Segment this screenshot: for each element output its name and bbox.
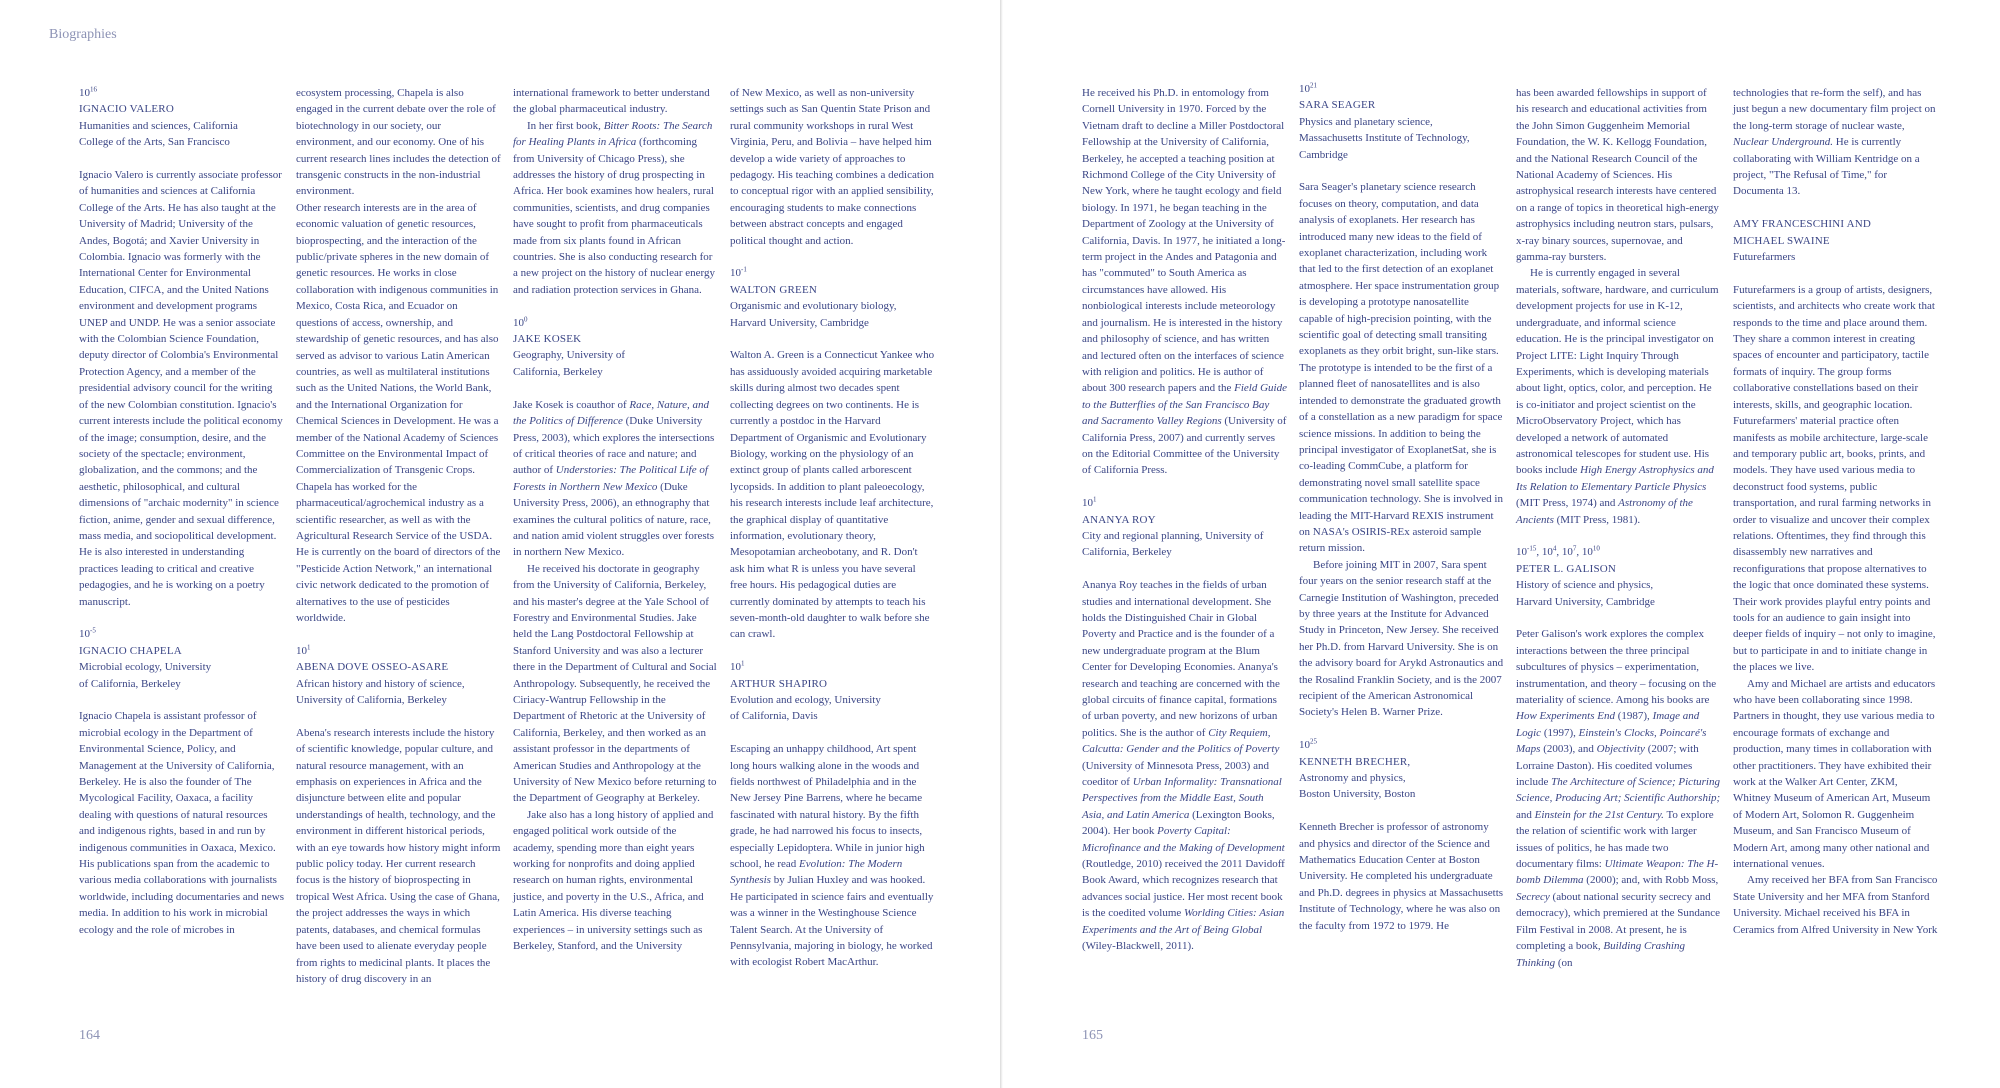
- bio-affiliation: Organismic and evolutionary biology,: [730, 300, 897, 313]
- bio-affiliation: History of science and physics,: [1516, 579, 1654, 592]
- bio-affiliation: Geography, University of: [513, 349, 626, 362]
- book-title: Bitter Roots: The Search for Healing Plants in Africa: [513, 119, 713, 149]
- bio-location: of California, Davis: [730, 710, 818, 723]
- bio-text: Amy and Michael are artists and educators who have been collaborating since 1998. Partners in thought, they use various media to encourage formats of exchange and production, many times in collaboration with other practitioners. They have exhibited their work at the Walker Art Center, ZKM, Whitney Museum of American Art, Museum of Modern Art, Solomon R. Guggenheim Museum, and San Francisco Museum of Modern Art, among many other national and international venues.: [1733, 677, 1936, 871]
- bio-text: Sara Seager's planetary science research focuses on theory, computation, and data analysis of exoplanets. Her research has introduced many new ideas to the field of exoplanet characterization, including work that led to the first detection of an exoplanet atmosphere. Her space instrumentation group is developing a prototype nanosatellite capable of high-precision pointing, with the scientific goal of detecting small transiting exoplanets as they orbit bright, sun-like stars. The prototype is intended to be the first of a planned fleet of nanosatellites and is also intended to demonstrate the graduated growth of a constellation as a new paradigm for space science missions. In addition to being the principal investigator of ExoplanetSat, she is co-leading CommCube, a platform for demonstrating novel small satellite space communication technology. She is involved in leading the MIT-Harvard REXIS instrument on NASA's OSIRIS-REx asteroid sample return mission.: [1299, 181, 1503, 555]
- bio-name: IGNACIO VALERO: [79, 103, 174, 116]
- bio-text: Jake also has a long history of applied and engaged political work outside of the academy, spending more than eight years working for nonprofits and doing applied research on human rights, environmental justice, and poverty in the U.S., Africa, and Latin America. His diverse teaching experiences – in university settings such as Berkeley, Stanford, and the University: [513, 808, 714, 953]
- bio-text: He received his Ph.D. in entomology from Cornell University in 1970. Forced by the Vietnam draft to decline a Miller Postdoctoral Fellowship at the University of California, Berkeley, he accepted a teaching position at Richmond College of the City University of New York, where he taught ecology and field biology. In 1971, he began teaching in the Department of Zoology at the University of California, Davis. In 1977, he initiated a long-term project in the Andes and Patagonia and has "commuted" to South America as circumstances have allowed. His nonbiological interests include meteorology and journalism. He is interested in the history and philosophy of science, and has written and lectured often on the interfaces of science with religion and politics. He is author of about 300 research papers and the Field Guide to the Butterflies of the San Francisco Bay and Sacramento Valley Regions (University of California Press, 2007) and currently serves on the Editorial Committee of the University of California Press.: [1082, 87, 1287, 477]
- bio-affiliation: Microbial ecology, University: [79, 661, 212, 674]
- bio-text: Escaping an unhappy childhood, Art spent long hours walking alone in the woods and fields northwest of Philadelphia and in the New Jersey Pine Barrens, where he became fascinated with natural history. By the fifth grade, he had narrowed his focus to insects, especially Lepidoptera. While in junior high school, he read Evolution: The Modern Synthesis by Julian Huxley and was hooked. He participated in science fairs and eventually was a winner in the Westinghouse Science Talent Search. At the University of Pennsylvania, majoring in biology, he worked with ecologist Robert MacArthur.: [730, 743, 934, 969]
- bio-affiliation: African history and history of science,: [296, 677, 465, 690]
- page-number-left: 164: [79, 1028, 100, 1043]
- scale-number: $10^{-15}$, $10^4$, $10^7$, $10^{10}$: [1516, 544, 1600, 559]
- bio-text: Other research interests are in the area of economic valuation of genetic resources, bioprospecting, and the interaction of the public/private spheres in the new domain of genetic resources. He works in close collaboration with indigenous communities in Mexico, Costa Rica, and Ecuador on questions of access, ownership, and stewardship of genetic resources, and has also served as advisor to various Latin American countries, as well as multilateral institutions such as the United Nations, the World Bank, and the International Organization for Chemical Sciences in Development. He was a member of the National Academy of Sciences Committee on the Environmental Impact of Commercialization of Transgenic Crops. Chapela has worked for the pharmaceutical/agrochemical industry as a scientific researcher, as well as with the Agricultural Research Service of the USDA. He is currently on the board of directors of the "Pesticide Action Network," an international civic network dedicated to the promotion of alternatives to the use of pesticides worldwide.: [296, 201, 501, 624]
- bio-entry-ananya-roy: [1082, 495, 1287, 954]
- bio-entry-kenneth-brecher: [1299, 737, 1504, 934]
- bio-text: Before joining MIT in 2007, Sara spent four years on the senior research staff at the Carnegie Institution of Washington, preceded by three years at the Institute for Advanced Study in Princeton, New Jersey. She received her Ph.D. from Harvard University. She is on the advisory board for Arykd Astronautics and the Rosalind Franklin Society, and is the 2007 recipient of the American Astronomical Society's Helen B. Warner Prize.: [1299, 558, 1504, 719]
- bio-name: ARTHUR SHAPIRO: [730, 677, 828, 690]
- bio-text: has been awarded fellowships in support of his research and educational activities from the John Simon Guggenheim Memorial Foundation, the W. K. Kellogg Foundation, and the National Research Council of the National Academy of Sciences. His astrophysical research interests have centered on a range of topics in theoretical high-energy astrophysics including neutron stars, pulsars, x-ray binary sources, supernovae, and gamma-ray bursters.: [1516, 87, 1719, 264]
- bio-name: ANANYA ROY: [1082, 513, 1156, 526]
- left-column-3: [513, 85, 718, 955]
- bio-name: ABENA DOVE OSSEO-ASARE: [296, 661, 449, 674]
- bio-affiliation: Physics and planetary science,: [1299, 115, 1433, 128]
- scale-number: $10^{25}$: [1299, 737, 1317, 752]
- bio-location: University of California, Berkeley: [296, 694, 447, 707]
- bio-affiliation: Futurefarmers: [1733, 251, 1796, 264]
- bio-name: SARA SEAGER: [1299, 99, 1376, 112]
- bio-entry-sara-seager: [1299, 81, 1504, 721]
- bio-name: JAKE KOSEK: [513, 333, 582, 346]
- bio-text: In her first book, Bitter Roots: The Search for Healing Plants in Africa (forthcoming from University of Chicago Press), she addresses the history of drug prospecting in Africa. Her book examines how healers, rural communities, scientists, and drug companies have sought to profit from pharmaceuticals made from six plants found in African countries. She is also conducting research for a new project on the history of nuclear energy and radiation protection services in Ghana.: [513, 119, 716, 296]
- left-column-2: [296, 85, 501, 987]
- scale-number: $10^1$: [1082, 495, 1097, 510]
- bio-location: Harvard University, Cambridge: [1516, 595, 1655, 608]
- scale-number: $10^0$: [513, 315, 528, 329]
- running-head: Biographies: [49, 27, 117, 42]
- right-column-4: [1733, 85, 1938, 938]
- scale-number: $10^{21}$: [1299, 81, 1317, 95]
- scale-number: $10^{16}$: [79, 85, 97, 99]
- bio-name: WALTON GREEN: [730, 283, 818, 296]
- bio-location: College of the Arts, San Francisco: [79, 136, 230, 149]
- bio-affiliation: Humanities and sciences, California: [79, 119, 238, 132]
- scale-number: $10^{-5}$: [79, 626, 96, 641]
- bio-affiliation: Evolution and ecology, University: [730, 693, 881, 706]
- bio-text: He received his doctorate in geography from the University of California, Berkeley, and his master's degree at the Yale School of Forestry and Environmental Studies. Jake held the Lang Postdoctoral Fellowship at Stanford University and was also a lecturer there in the Department of Cultural and Social Anthropology. Subsequently, he received the Ciriacy-Wantrup Fellowship in the Department of Rhetoric at the University of California, Berkeley, and then worked as an assistant professor in the departments of American Studies and Anthropology at the University of New Mexico before returning to the Department of Geography at Berkeley.: [513, 562, 717, 805]
- bio-text: Peter Galison's work explores the complex interactions between the three principal subcultures of physics – experimentation, instrumentation, and theory – focusing on the materiality of science. Among his books are How Experiments End (1987), Image and Logic (1997), Einstein's Clocks, Poincaré's Maps (2003), and Objectivity (2007; with Lorraine Daston). His coedited volumes include The Architecture of Science; Picturing Science, Producing Art; Scientific Authorship; and Einstein for the 21st Century. To explore the relation of scientific work with larger issues of politics, he has made two documentary films: Ultimate Weapon: The H-bomb Dilemma (2000); and, with Robb Moss, Secrecy (about national security secrecy and democracy), which premiered at the Sundance Film Festival in 2008. At present, he is completing a book, Building Crashing Thinking (on: [1516, 628, 1721, 969]
- bio-text: ecosystem processing, Chapela is also engaged in the current debate over the role of biotechnology in our society, our environment, and our economy. One of his current research lines includes the detection of transgenic constructs in the non-industrial environment.: [296, 87, 501, 198]
- bio-text: Abena's research interests include the history of scientific knowledge, popular culture, and natural resource management, with an emphasis on experiences in Africa and the disjuncture between elite and popular understandings of health, technology, and the environment in different historical periods, with an eye towards how history might inform public policy today. Her current research focus is the history of bioprospecting in tropical West Africa. Using the case of Ghana, the project addresses the ways in which patents, databases, and chemical formulas have been used to alienate everyday people from rights to medicinal plants. It places the history of drug discovery in an: [296, 726, 501, 985]
- bio-affiliation: City and regional planning, University of: [1082, 529, 1264, 542]
- bio-affiliation: Astronomy and physics,: [1299, 772, 1406, 785]
- bio-text: Ananya Roy teaches in the fields of urban studies and international development. She holds the Distinguished Chair in Global Poverty and Practice and is the founder of a new undergraduate program at the Blum Center for Developing Economies. Ananya's research and teaching are concerned with the global circuits of finance capital, formations of urban poverty, and new horizons of urban politics. She is the author of City Requiem, Calcutta: Gender and the Politics of Poverty (University of Minnesota Press, 2003) and coeditor of Urban Informality: Transnational Perspectives from the Middle East, South Asia, and Latin America (Lexington Books, 2004). Her book Poverty Capital: Microfinance and the Making of Development (Routledge, 2010) received the 2011 Davidoff Book Award, which recognizes research that advances social justice. Her most recent book is the coedited volume Worlding Cities: Asian Experiments and the Art of Being Global (Wiley-Blackwell, 2011).: [1082, 579, 1285, 953]
- bio-text: international framework to better understand the global pharmaceutical industry.: [513, 87, 710, 116]
- scale-number: $10^{-1}$: [730, 265, 747, 280]
- right-column-2: [1299, 81, 1504, 934]
- bio-entry-jake-kosek: [513, 315, 718, 955]
- bio-name: MICHAEL SWAINE: [1733, 234, 1830, 247]
- scale-number: $10^1$: [730, 659, 745, 674]
- bio-entry-walton-green: [730, 265, 935, 642]
- right-column-3: [1516, 85, 1721, 971]
- bio-name: IGNACIO CHAPELA: [79, 644, 182, 657]
- bio-text: technologies that re-form the self), and has just begun a new documentary film project on the long-term storage of nuclear waste, Nuclear Underground. He is currently collaborating with William Kentridge on a project, "The Refusal of Time," for Documenta 13.: [1733, 87, 1936, 198]
- right-column-1: [1082, 85, 1287, 955]
- bio-name: AMY FRANCESCHINI AND: [1733, 218, 1872, 231]
- bio-text: Ignacio Chapela is assistant professor of microbial ecology in the Department of Environmental Science, Policy, and Management at the University of California, Berkeley. He is also the founder of The Mycological Facility, Oaxaca, a facility dealing with questions of natural resources and indigenous rights, based in and run by indigenous communities in Oaxaca, Mexico. His publications span from the academic to various media collaborations with journalists worldwide, including documentaries and news media. In addition to his work in microbial ecology and the role of microbes in: [79, 710, 284, 936]
- bio-entry-peter-galison: [1516, 544, 1721, 971]
- bio-entry-ignacio-chapela: [79, 626, 284, 938]
- bio-name: KENNETH BRECHER,: [1299, 755, 1411, 768]
- bio-text: He is currently engaged in several materials, software, hardware, and curriculum development projects for use in K-12, undergraduate, and informal science education. He is the principal investigator on Project LITE: Light Inquiry Through Experiments, which is developing materials about light, optics, color, and perception. He is co-initiator and project scientist on the MicroObservatory Project, which has developed a network of automated astronomical telescopes for student use. His books include High Energy Astrophysics and Its Relation to Elementary Particle Physics (MIT Press, 1974) and Astronomy of the Ancients (MIT Press, 1981).: [1516, 267, 1719, 526]
- bio-location: California, Berkeley: [513, 365, 603, 378]
- right-page: [1003, 0, 2000, 1088]
- bio-entry-futurefarmers: [1733, 216, 1938, 938]
- bio-location: Harvard University, Cambridge: [730, 316, 869, 329]
- bio-location: of California, Berkeley: [79, 677, 181, 690]
- bio-location: Boston University, Boston: [1299, 788, 1416, 801]
- bio-name: PETER L. GALISON: [1516, 562, 1617, 575]
- bio-entry-arthur-shapiro: [730, 659, 935, 971]
- bio-text: Jake Kosek is coauthor of Race, Nature, and the Politics of Difference (Duke University Press, 2003), which explores the intersections of critical theories of race and nature; and author of Understories: The Political Life of Forests in Northern New Mexico (Duke University Press, 2006), an ethnography that examines the cultural politics of nature, race, and nation amid violent struggles over forests in northern New Mexico.: [513, 398, 715, 559]
- bio-text: Futurefarmers is a group of artists, designers, scientists, and architects who create work that responds to the time and place around them. They share a common interest in creating spaces of encounter and participatory, tactile formats of inquiry. The group forms collaborative constellations based on their interests, skills, and geographic location. Futurefarmers' material practice often manifests as mobile architecture, large-scale and temporary public art, books, prints, and models. They have used various media to deconstruct food systems, public transportation, and rural farming networks in order to visualize and uncover their complex relations. Oftentimes, they find through this disassembly new narratives and reconfigurations that propose alternatives to the logic that once dominated these systems. Their work provides playful entry points and tools for an audience to gain insight into deeper fields of inquiry – not only to imagine, but to participate in and to initiate change in the places we live.: [1733, 283, 1936, 674]
- bio-text: Amy received her BFA from San Francisco State University and her MFA from Stanford University. Michael received his BFA in Ceramics from Alfred University in New York: [1733, 874, 1938, 936]
- bio-text: of New Mexico, as well as non-university settings such as San Quentin State Prison and rural community workshops in rural West Virginia, Peru, and Bolivia – have helped him develop a wide variety of approaches to pedagogy. His teaching combines a dedication to conceptual rigor with an applied sensibility, encouraging students to make connections between abstract concepts and engaged political thought and action.: [730, 87, 934, 247]
- bio-entry-ignacio-valero: [79, 85, 284, 610]
- page-number-right: 165: [1082, 1028, 1103, 1043]
- bio-text: Kenneth Brecher is professor of astronomy and physics and director of the Science and Mathematics Education Center at Boston University. He completed his undergraduate and Ph.D. degrees in physics at Massachusetts Institute of Technology, where he was also on the faculty from 1972 to 1979. He: [1299, 821, 1504, 932]
- left-column-1: [79, 85, 284, 938]
- bio-text: Ignacio Valero is currently associate professor of humanities and sciences at California College of the Arts. He has also taught at the University of Madrid; University of the Andes, Bogotá; and Xavier University in Colombia. Ignacio was formerly with the International Center for Environmental Education, CIFCA, and the United Nations environment and development programs UNEP and UNDP. He was a senior associate with the Colombian Science Foundation, deputy director of Colombia's Environmental Protection Agency, and a member of the presidential advisory council for the writing of the new Colombian constitution. Ignacio's current interests include the political economy of the image; consumption, desire, and the society of the spectacle; environment, globalization, and the commons; and the aesthetic, philosophical, and cultural dimensions of "archaic modernity" in science fiction, anime, gender and sexual difference, mass media, and sociopolitical development. He is also interested in understanding practices leading to critical and creative pedagogies, and he is working on a poetry manuscript.: [79, 169, 283, 608]
- scale-number: $10^1$: [296, 643, 311, 657]
- left-column-4: [730, 85, 935, 971]
- bio-location: Massachusetts Institute of Technology, Cambridge: [1299, 132, 1470, 161]
- bio-text: Walton A. Green is a Connecticut Yankee who has assiduously avoided acquiring marketable skills during almost two decades spent collecting degrees on two continents. He is currently a postdoc in the Harvard Department of Organismic and Evolutionary Biology, working on the physiology of an extinct group of plants called arborescent lycopsids. In addition to plant paleoecology, his research interests include leaf architecture, the graphical display of quantitative information, evolutionary theory, Mesopotamian archeobotany, and R. Don't ask him what R is unless you have several free hours. His pedagogical duties are currently dominated by attempts to teach his seven-month-old daughter to walk before she can crawl.: [730, 349, 935, 641]
- bio-location: California, Berkeley: [1082, 546, 1172, 559]
- bio-entry-abena-osseo-asare: [296, 643, 501, 988]
